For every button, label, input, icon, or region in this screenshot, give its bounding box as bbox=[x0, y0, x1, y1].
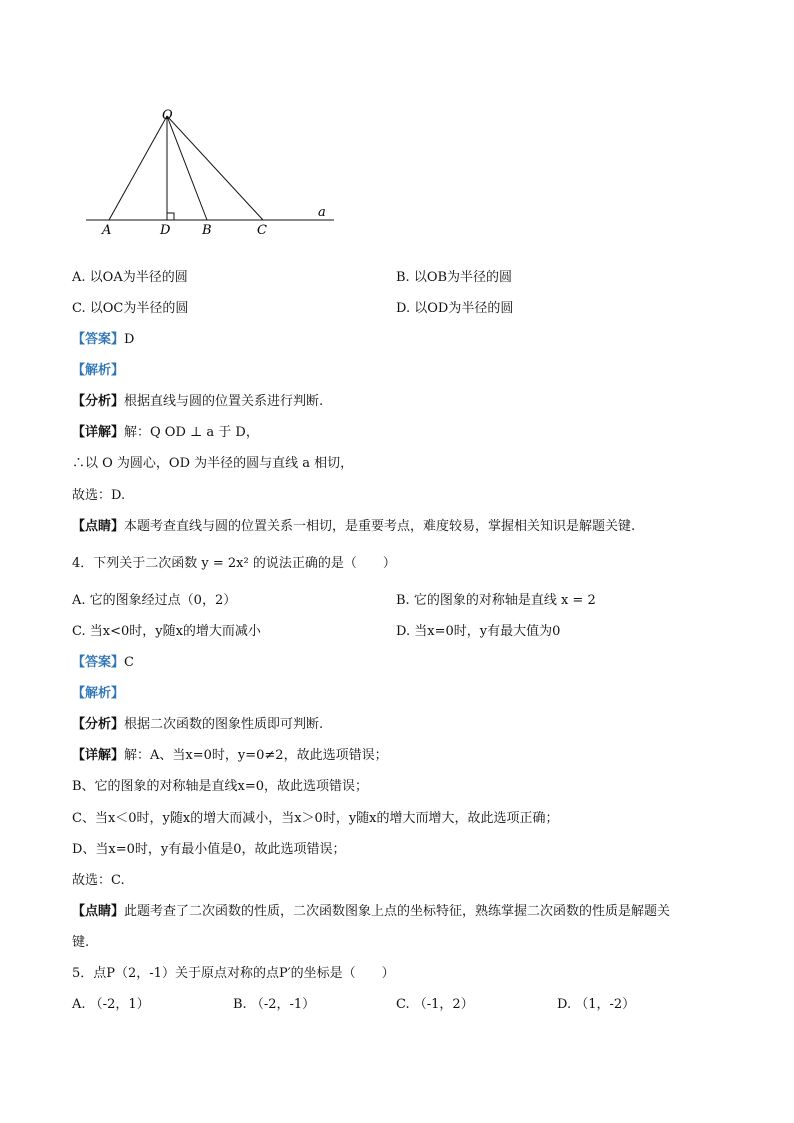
q4-option-d-letter: D. bbox=[396, 624, 411, 639]
q3-option-b-letter: B. bbox=[396, 270, 410, 285]
label-o: O bbox=[162, 108, 173, 123]
q4-line-b: B、它的图象的对称轴是直线x=0，故此选项错误； bbox=[72, 779, 369, 794]
q5-option-c-text: （-1，2） bbox=[413, 997, 474, 1012]
q5-option-a-text: （-2，1） bbox=[89, 997, 150, 1012]
q3-option-c-letter: C. bbox=[72, 301, 86, 316]
q5-option-c-letter: C. bbox=[396, 997, 410, 1012]
q5-option-b-text: （-2，-1） bbox=[250, 997, 316, 1012]
q3-answer-tag: 【答案】 bbox=[72, 332, 125, 347]
q4-option-b-letter: B. bbox=[396, 593, 410, 608]
q5-option-d-text: （1，-2） bbox=[575, 997, 636, 1012]
q5-option-a-letter: A. bbox=[72, 997, 86, 1012]
q4-option-d bbox=[396, 624, 560, 640]
q3-option-a bbox=[72, 270, 188, 286]
geometry-figure bbox=[80, 100, 350, 240]
q3-dianjing bbox=[72, 519, 635, 535]
segment-oc bbox=[167, 116, 263, 220]
q4-line-c: C、当x＜0时，y随x的增大而减小，当x＞0时，y随x的增大而增大，故此选项正确； bbox=[72, 811, 559, 826]
q4-dianjing bbox=[72, 904, 670, 920]
q4-xiangjie bbox=[72, 748, 388, 764]
q5-option-d-letter: D. bbox=[557, 997, 572, 1012]
q3-xiangjie-tag: 【详解】 bbox=[72, 425, 125, 440]
q3-fenxi-tag: 【分析】 bbox=[72, 394, 125, 409]
q3-option-b-text: 以OB为半径的圆 bbox=[413, 270, 513, 285]
q4-option-c-letter: C. bbox=[72, 624, 86, 639]
q4-option-c bbox=[72, 624, 261, 640]
q4-analysis-tag: 【解析】 bbox=[72, 686, 125, 701]
q4-answer-tag: 【答案】 bbox=[72, 655, 125, 670]
q3-answer bbox=[72, 332, 134, 348]
q4-dianjing-text-2: 键. bbox=[72, 935, 90, 950]
q3-xiangjie bbox=[72, 425, 259, 441]
q3-option-d-letter: D. bbox=[396, 301, 411, 316]
q4-stem: 4．下列关于二次函数 y = 2x² 的说法正确的是（ ） bbox=[72, 556, 396, 571]
q5-option-c bbox=[396, 997, 474, 1013]
q3-analysis-heading bbox=[72, 363, 124, 379]
q5-stem: 5．点P（2，-1）关于原点对称的点P′的坐标是（ ） bbox=[72, 966, 395, 981]
label-b: B bbox=[202, 223, 212, 238]
q3-dianjing-tag: 【点睛】 bbox=[72, 519, 125, 534]
right-angle-mark bbox=[167, 213, 174, 220]
q3-option-d-text: 以OD为半径的圆 bbox=[414, 301, 514, 316]
q4-fenxi bbox=[72, 717, 323, 733]
q4-fenxi-text: 根据二次函数的图象性质即可判断. bbox=[124, 717, 324, 732]
q3-dianjing-text: 本题考查直线与圆的位置关系一相切，是重要考点，难度较易，掌握相关知识是解题关键. bbox=[124, 519, 636, 534]
q5-option-a bbox=[72, 997, 150, 1013]
q3-choose: 故选：D. bbox=[72, 488, 126, 503]
q4-line-d: D、当x=0时，y有最小值是0，故此选项错误； bbox=[72, 842, 346, 857]
label-d: D bbox=[160, 223, 171, 238]
label-a: A bbox=[102, 223, 112, 238]
q4-option-c-text: 当x<0时，y随x的增大而减小 bbox=[89, 624, 261, 639]
q4-option-a bbox=[72, 593, 236, 609]
q3-option-a-text: 以OA为半径的圆 bbox=[89, 270, 188, 285]
q5-option-b bbox=[233, 997, 315, 1013]
q3-option-c-text: 以OC为半径的圆 bbox=[89, 301, 189, 316]
segment-oa bbox=[109, 116, 167, 220]
q3-option-c bbox=[72, 301, 188, 317]
q3-xiangjie-line-2: ∴以 O 为圆心，OD 为半径的圆与直线 a 相切， bbox=[72, 456, 354, 471]
q4-choose: 故选：C. bbox=[72, 873, 125, 888]
q4-fenxi-tag: 【分析】 bbox=[72, 717, 125, 732]
q3-fenxi-text: 根据直线与圆的位置关系进行判断. bbox=[124, 394, 324, 409]
q3-option-b bbox=[396, 270, 512, 286]
q4-xiangjie-line-1: 解：A、当x=0时，y=0≠2，故此选项错误； bbox=[124, 748, 388, 763]
segment-ob bbox=[167, 116, 207, 220]
label-line-a: a bbox=[318, 205, 326, 220]
q4-dianjing-tag: 【点睛】 bbox=[72, 904, 125, 919]
q4-option-b bbox=[396, 593, 596, 609]
q4-answer-value: C bbox=[124, 655, 134, 670]
q3-xiangjie-line-1: 解：Q OD ⊥ a 于 D， bbox=[124, 425, 259, 440]
q4-dianjing-text-1: 此题考查了二次函数的性质，二次函数图象上点的坐标特征，熟练掌握二次函数的性质是解题关 bbox=[124, 904, 671, 919]
q5-option-b-letter: B. bbox=[233, 997, 247, 1012]
q4-option-d-text: 当x=0时，y有最大值为0 bbox=[414, 624, 561, 639]
q4-option-a-text: 它的图象经过点（0，2） bbox=[89, 593, 237, 608]
q3-fenxi bbox=[72, 394, 323, 410]
q4-option-b-text: 它的图象的对称轴是直线 x = 2 bbox=[413, 593, 596, 608]
q4-xiangjie-tag: 【详解】 bbox=[72, 748, 125, 763]
q3-option-a-letter: A. bbox=[72, 270, 86, 285]
q4-analysis-heading bbox=[72, 686, 124, 702]
q3-answer-value: D bbox=[124, 332, 135, 347]
q5-option-d bbox=[557, 997, 635, 1013]
label-c: C bbox=[257, 223, 267, 238]
q3-option-d bbox=[396, 301, 513, 317]
q4-answer bbox=[72, 655, 134, 671]
q4-option-a-letter: A. bbox=[72, 593, 86, 608]
q3-analysis-tag: 【解析】 bbox=[72, 363, 125, 378]
